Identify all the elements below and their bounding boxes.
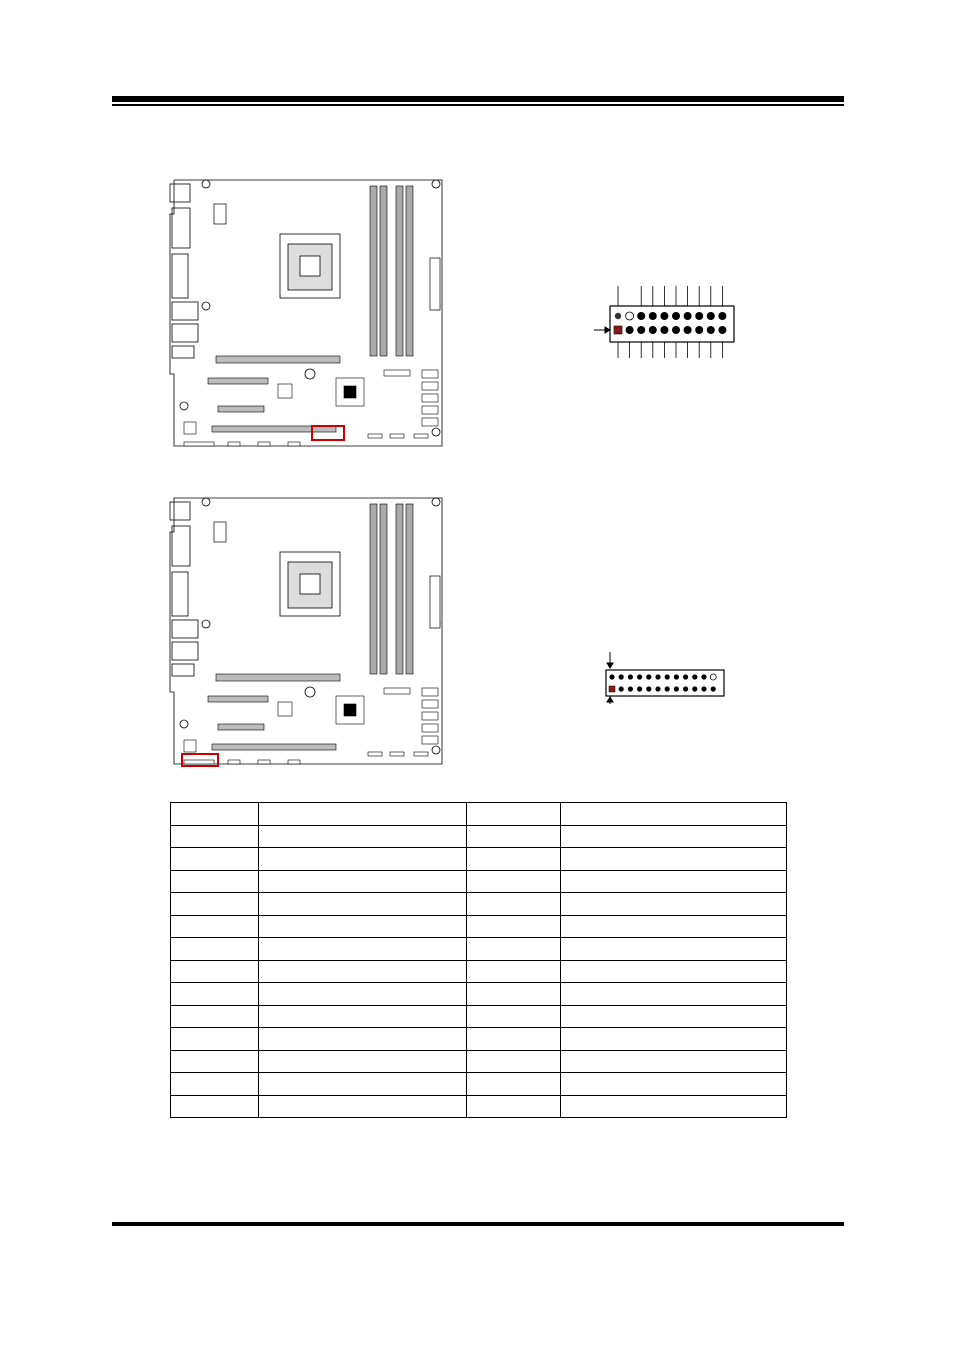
table-cell <box>561 915 787 938</box>
pin <box>701 686 706 691</box>
table-cell <box>171 1095 259 1118</box>
table-cell <box>467 960 561 983</box>
pin <box>718 312 726 320</box>
pin-arrow-bottom-icon <box>607 697 613 704</box>
table-cell <box>171 848 259 871</box>
pin <box>683 686 688 691</box>
pin-arrow-top-icon <box>607 652 613 668</box>
table-cell <box>561 1095 787 1118</box>
pin <box>683 674 688 679</box>
dimm-slots <box>370 504 413 674</box>
pin <box>707 312 715 320</box>
table-cell <box>561 1005 787 1028</box>
table-cell <box>171 938 259 961</box>
table-cell <box>259 848 467 871</box>
table-cell <box>259 915 467 938</box>
table-row <box>171 1073 787 1096</box>
footer-rule <box>112 1222 844 1226</box>
table-row <box>171 893 787 916</box>
table-cell <box>171 825 259 848</box>
table-cell <box>561 893 787 916</box>
table-row <box>171 1005 787 1028</box>
pin <box>637 326 645 334</box>
top-leads <box>618 286 722 306</box>
table-cell <box>467 1073 561 1096</box>
table-cell <box>171 870 259 893</box>
table-cell <box>561 848 787 871</box>
table-cell <box>259 960 467 983</box>
sata-ports <box>384 370 438 426</box>
table-cell <box>259 893 467 916</box>
table-cell <box>259 1095 467 1118</box>
pin <box>628 674 633 679</box>
table-row <box>171 848 787 871</box>
cpu-socket <box>280 234 340 298</box>
pin <box>646 686 651 691</box>
table-row <box>171 915 787 938</box>
pin <box>718 326 726 334</box>
table-cell <box>561 803 787 826</box>
table-cell <box>561 938 787 961</box>
pin <box>646 674 651 679</box>
pin <box>619 674 624 679</box>
pin <box>692 674 697 679</box>
table-cell <box>171 893 259 916</box>
table-cell <box>467 915 561 938</box>
pin <box>637 686 642 691</box>
pin <box>674 674 679 679</box>
pin <box>707 326 715 334</box>
table-cell <box>467 803 561 826</box>
table-cell <box>467 1050 561 1073</box>
pin <box>692 686 697 691</box>
pin <box>684 312 692 320</box>
dimm-slots <box>370 186 413 356</box>
table-cell <box>171 983 259 1006</box>
pin <box>695 312 703 320</box>
cpu-socket <box>280 552 340 616</box>
pin <box>701 674 706 679</box>
table-cell <box>259 803 467 826</box>
pin <box>628 686 633 691</box>
table-cell <box>467 1005 561 1028</box>
pin <box>637 312 645 320</box>
chipset <box>184 696 364 752</box>
pin1-arrow-icon <box>594 327 610 333</box>
header-rule <box>112 96 844 108</box>
pcie-slots <box>208 674 340 750</box>
pcie-slots <box>208 356 340 432</box>
table-row <box>171 870 787 893</box>
pin <box>619 686 624 691</box>
pin-open <box>710 674 716 680</box>
table-cell <box>561 825 787 848</box>
header-rule-thick <box>112 96 844 102</box>
table-cell <box>467 825 561 848</box>
pin <box>655 674 660 679</box>
pin-header-diagram-1 <box>590 282 740 360</box>
pin <box>637 674 642 679</box>
pin <box>609 674 614 679</box>
pin <box>684 326 692 334</box>
header-rule-thin <box>112 104 844 106</box>
table-cell <box>171 1005 259 1028</box>
table-cell <box>561 870 787 893</box>
table-cell <box>259 825 467 848</box>
pin <box>711 686 716 691</box>
pin-1-square <box>614 326 622 334</box>
table-cell <box>467 848 561 871</box>
pin <box>615 313 621 319</box>
table-row <box>171 983 787 1006</box>
table-row <box>171 825 787 848</box>
table-cell <box>171 915 259 938</box>
pin-header-diagram-2 <box>598 648 728 708</box>
table-row <box>171 803 787 826</box>
bottom-leads <box>618 342 722 358</box>
table-cell <box>467 870 561 893</box>
table-cell <box>259 1005 467 1028</box>
table-cell <box>171 1050 259 1073</box>
table-cell <box>259 983 467 1006</box>
pin-open <box>626 312 634 320</box>
bottom-headers <box>184 434 428 446</box>
table-cell <box>561 1050 787 1073</box>
table-cell <box>259 870 467 893</box>
table-cell <box>561 960 787 983</box>
pin <box>695 326 703 334</box>
table-row <box>171 1028 787 1051</box>
motherboard-layout-1 <box>168 174 448 452</box>
pin <box>665 674 670 679</box>
table-row <box>171 960 787 983</box>
table-row <box>171 938 787 961</box>
pin-1-square <box>609 686 615 692</box>
pin-table-body <box>171 803 787 1118</box>
pin <box>660 312 668 320</box>
pin-definition-table <box>170 802 787 1118</box>
table-cell <box>171 1073 259 1096</box>
table-cell <box>259 938 467 961</box>
pin <box>649 326 657 334</box>
header-outline <box>606 670 724 696</box>
table-cell <box>259 1050 467 1073</box>
pin <box>660 326 668 334</box>
table-cell <box>259 1028 467 1051</box>
pin <box>672 312 680 320</box>
table-row <box>171 1050 787 1073</box>
table-cell <box>171 960 259 983</box>
table-cell <box>171 803 259 826</box>
table-cell <box>467 1028 561 1051</box>
table-cell <box>467 938 561 961</box>
bottom-headers <box>184 752 428 764</box>
pin <box>674 686 679 691</box>
pin <box>649 312 657 320</box>
table-cell <box>467 1095 561 1118</box>
table-cell <box>467 983 561 1006</box>
table-cell <box>171 1028 259 1051</box>
table-cell <box>561 1073 787 1096</box>
table-cell <box>259 1073 467 1096</box>
pin <box>672 326 680 334</box>
table-cell <box>561 983 787 1006</box>
table-cell <box>467 893 561 916</box>
table-row <box>171 1095 787 1118</box>
table-cell <box>561 1028 787 1051</box>
motherboard-layout-2 <box>168 492 448 770</box>
pin <box>626 326 634 334</box>
pin <box>655 686 660 691</box>
pin <box>665 686 670 691</box>
sata-ports <box>384 688 438 744</box>
header-outline <box>610 306 734 342</box>
